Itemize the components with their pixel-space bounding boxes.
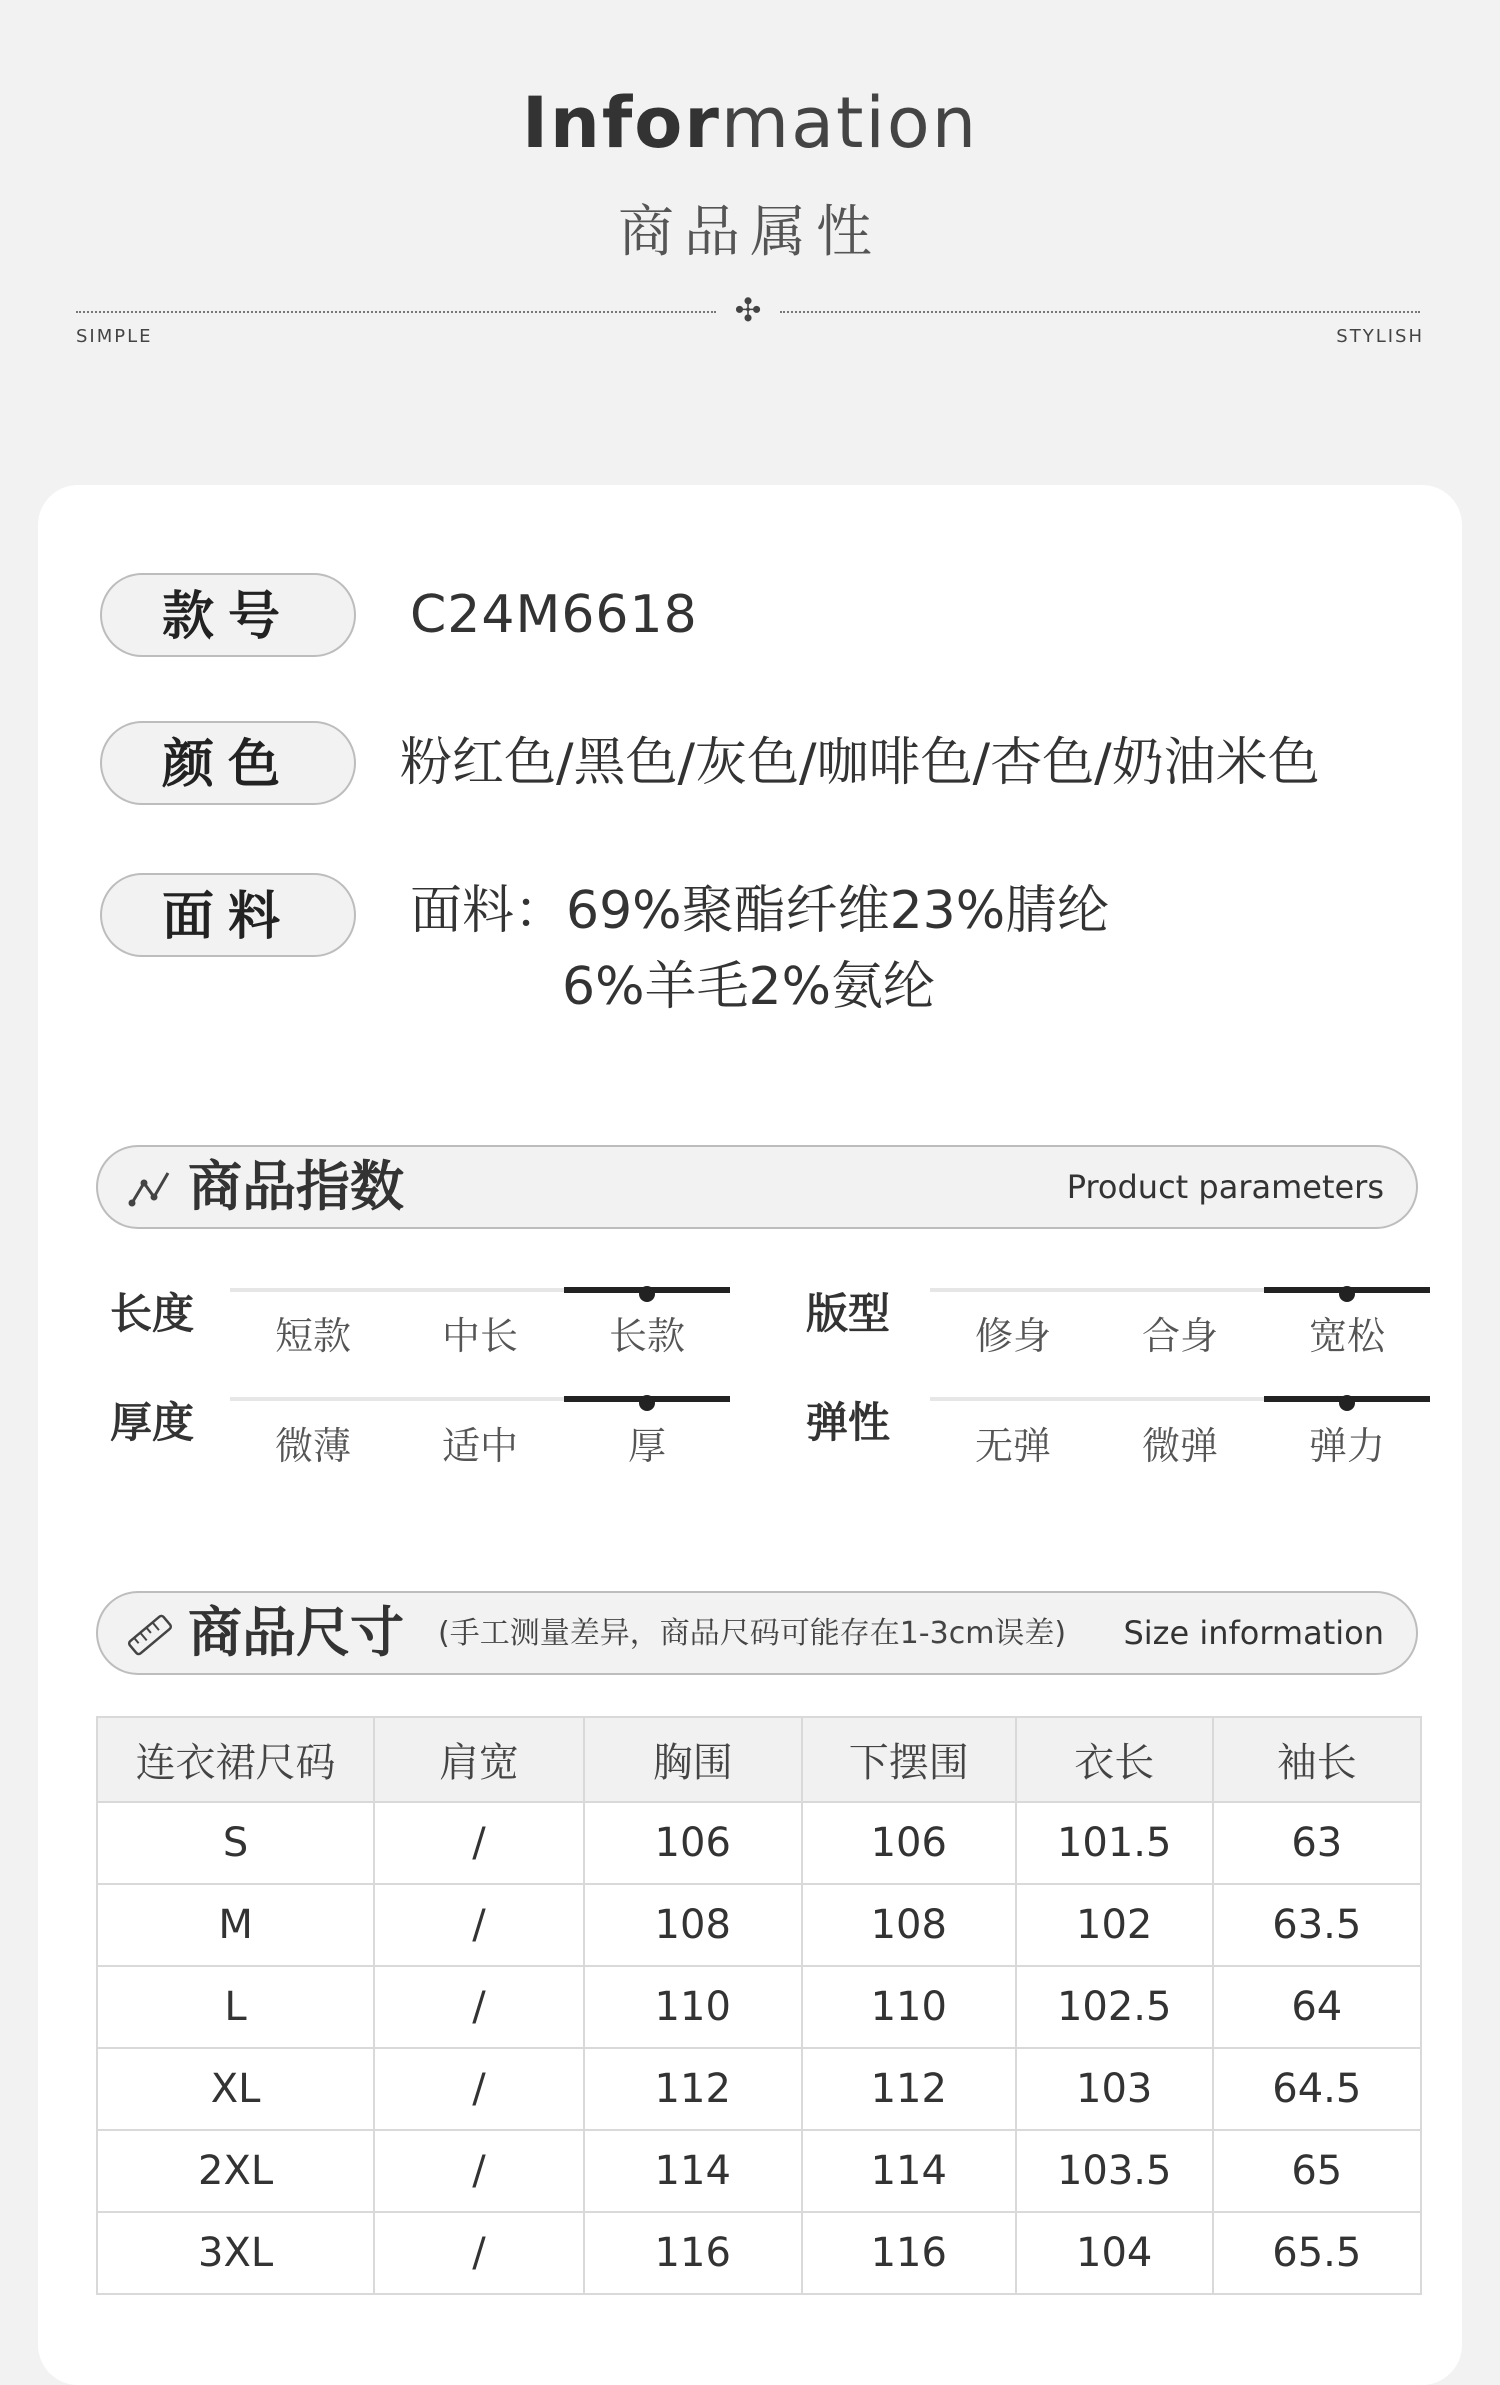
- table-cell: M: [97, 1884, 374, 1966]
- param-elasticity-opt-2: 微弹: [1141, 1424, 1218, 1468]
- table-cell: /: [374, 1802, 584, 1884]
- table-cell: 65.5: [1213, 2212, 1421, 2294]
- fabric-value-line1: 面料：69%聚酯纤维23%腈纶: [410, 881, 1110, 941]
- table-cell: 108: [584, 1884, 802, 1966]
- table-cell: 116: [584, 2212, 802, 2294]
- fabric-label: 面料: [100, 873, 356, 957]
- table-row: [97, 1884, 1421, 1966]
- info-subtitle: 商品属性: [618, 200, 882, 265]
- color-value: 粉红色/黑色/灰色/咖啡色/杏色/奶油米色: [400, 733, 1320, 793]
- table-row: [97, 2212, 1421, 2294]
- table-cell: 103: [1016, 2048, 1213, 2130]
- table-cell: L: [97, 1966, 374, 2048]
- simple-tag: SIMPLE: [76, 326, 153, 347]
- param-thickness-opt-3: 厚: [627, 1424, 666, 1468]
- title-bold: Infor: [521, 82, 721, 164]
- table-cell: 114: [802, 2130, 1016, 2212]
- table-cell: /: [374, 2130, 584, 2212]
- size-note: (手工测量差异，商品尺码可能存在1-3cm误差): [438, 1616, 1067, 1651]
- table-cell: 65: [1213, 2130, 1421, 2212]
- size-title: 商品尺寸: [188, 1601, 404, 1664]
- table-cell: 63: [1213, 1802, 1421, 1884]
- param-thickness-marker: [639, 1395, 655, 1411]
- params-title-en: Product parameters: [1066, 1168, 1384, 1206]
- table-cell: 63.5: [1213, 1884, 1421, 1966]
- header-cell: 肩宽: [374, 1717, 584, 1802]
- table-cell: 104: [1016, 2212, 1213, 2294]
- divider-symbol-icon: ✣: [734, 291, 762, 329]
- table-cell: /: [374, 2048, 584, 2130]
- title-light: mation: [720, 82, 979, 164]
- header-cell: 衣长: [1016, 1717, 1213, 1802]
- param-fit-label: 版型: [806, 1289, 891, 1338]
- divider-left: [76, 311, 716, 313]
- param-length-opt-2: 中长: [441, 1314, 518, 1358]
- table-cell: 102.5: [1016, 1966, 1213, 2048]
- param-fit-track: [930, 1288, 1430, 1292]
- params-section-bar: [96, 1145, 1418, 1229]
- fabric-value-line2: 6%羊毛2%氨纶: [562, 957, 935, 1017]
- table-cell: 114: [584, 2130, 802, 2212]
- header-cell: 袖长: [1213, 1717, 1421, 1802]
- param-fit-opt-3: 宽松: [1308, 1314, 1385, 1358]
- param-length-track: [230, 1288, 730, 1292]
- table-cell: /: [374, 1966, 584, 2048]
- table-cell: 110: [802, 1966, 1016, 2048]
- param-thickness-track: [230, 1397, 730, 1401]
- param-fit-opt-1: 修身: [974, 1314, 1051, 1358]
- table-cell: 106: [802, 1802, 1016, 1884]
- style-number-label: 款号: [100, 573, 356, 657]
- header-cell: 胸围: [584, 1717, 802, 1802]
- table-cell: 103.5: [1016, 2130, 1213, 2212]
- table-cell: /: [374, 1884, 584, 1966]
- table-cell: 64: [1213, 1966, 1421, 2048]
- divider-right: [780, 311, 1420, 313]
- header-cell: 下摆围: [802, 1717, 1016, 1802]
- color-label: 颜色: [100, 721, 356, 805]
- table-cell: 64.5: [1213, 2048, 1421, 2130]
- table-cell: 112: [584, 2048, 802, 2130]
- trend-line-icon: [126, 1165, 174, 1213]
- table-cell: 108: [802, 1884, 1016, 1966]
- param-length-opt-1: 短款: [274, 1314, 351, 1358]
- param-thickness-opt-2: 适中: [441, 1424, 518, 1468]
- table-cell: XL: [97, 2048, 374, 2130]
- param-elasticity-opt-1: 无弹: [974, 1424, 1051, 1468]
- param-length-opt-3: 长款: [608, 1314, 685, 1358]
- info-header: [0, 0, 1500, 400]
- size-table-header: [97, 1717, 1421, 1802]
- param-fit-opt-2: 合身: [1141, 1314, 1218, 1358]
- table-cell: 2XL: [97, 2130, 374, 2212]
- style-number-value: C24M6618: [410, 585, 698, 645]
- table-cell: 102: [1016, 1884, 1213, 1966]
- table-cell: 101.5: [1016, 1802, 1213, 1884]
- table-cell: 3XL: [97, 2212, 374, 2294]
- param-thickness-label: 厚度: [110, 1398, 195, 1447]
- stylish-tag: STYLISH: [1336, 326, 1424, 347]
- params-title: 商品指数: [188, 1155, 404, 1218]
- param-thickness-opt-1: 微薄: [274, 1424, 351, 1468]
- table-cell: /: [374, 2212, 584, 2294]
- table-cell: 110: [584, 1966, 802, 2048]
- param-elasticity-opt-3: 弹力: [1308, 1424, 1385, 1468]
- param-elasticity-marker: [1339, 1395, 1355, 1411]
- param-length-label: 长度: [110, 1289, 195, 1338]
- table-row: [97, 2048, 1421, 2130]
- table-cell: S: [97, 1802, 374, 1884]
- param-elasticity-track: [930, 1397, 1430, 1401]
- param-length-marker: [639, 1286, 655, 1302]
- param-elasticity-label: 弹性: [806, 1398, 891, 1447]
- size-section-bar: [96, 1591, 1418, 1675]
- info-title: [0, 82, 1500, 164]
- table-cell: 116: [802, 2212, 1016, 2294]
- table-row: [97, 1966, 1421, 2048]
- ruler-icon: [126, 1611, 174, 1659]
- table-cell: 106: [584, 1802, 802, 1884]
- size-title-en: Size information: [1123, 1614, 1384, 1652]
- param-fit-marker: [1339, 1286, 1355, 1302]
- header-cell: 连衣裙尺码: [97, 1717, 374, 1802]
- table-row: [97, 2130, 1421, 2212]
- size-table: [96, 1716, 1422, 2295]
- table-row: [97, 1802, 1421, 1884]
- table-cell: 112: [802, 2048, 1016, 2130]
